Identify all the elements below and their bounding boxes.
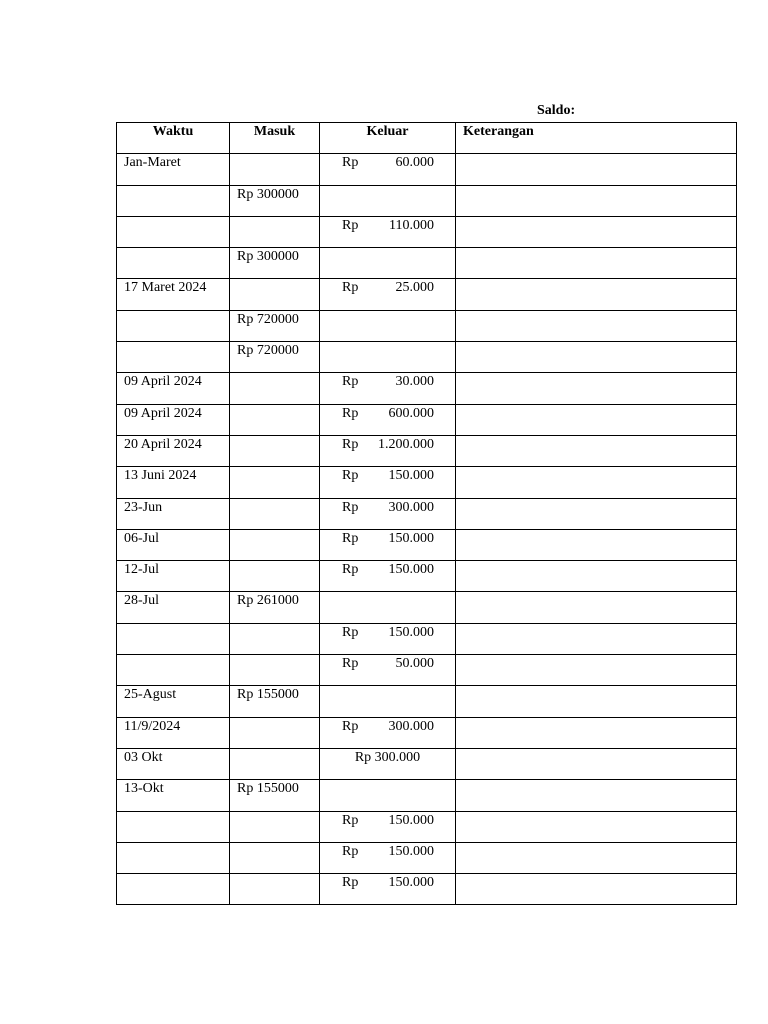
cell-masuk bbox=[230, 435, 320, 466]
cell-keterangan bbox=[456, 748, 737, 779]
cell-keterangan bbox=[456, 780, 737, 811]
cell-keterangan bbox=[456, 811, 737, 842]
cell-keterangan bbox=[456, 717, 737, 748]
cell-masuk bbox=[230, 561, 320, 592]
cell-waktu: 25-Agust bbox=[117, 686, 230, 717]
keluar-value: 150.000 bbox=[388, 530, 434, 546]
cell-keterangan bbox=[456, 342, 737, 373]
cell-keluar bbox=[320, 655, 456, 686]
cell-masuk bbox=[230, 529, 320, 560]
cell-masuk: Rp 155000 bbox=[230, 780, 320, 811]
cell-keluar bbox=[320, 811, 456, 842]
cell-keluar bbox=[320, 435, 456, 466]
cell-masuk bbox=[230, 279, 320, 310]
cell-keterangan bbox=[456, 185, 737, 216]
cell-waktu: 13 Juni 2024 bbox=[117, 467, 230, 498]
keluar-currency: Rp bbox=[342, 530, 359, 546]
table-row bbox=[117, 529, 737, 560]
keluar-amount bbox=[327, 656, 448, 672]
cell-waktu: 06-Jul bbox=[117, 529, 230, 560]
keluar-value: 110.000 bbox=[389, 217, 434, 233]
cell-keluar bbox=[320, 216, 456, 247]
cell-keterangan bbox=[456, 561, 737, 592]
cell-waktu: 09 April 2024 bbox=[117, 404, 230, 435]
header-masuk: Masuk bbox=[230, 123, 320, 154]
cell-waktu: Jan-Maret bbox=[117, 154, 230, 185]
cell-masuk bbox=[230, 498, 320, 529]
cell-masuk bbox=[230, 874, 320, 905]
cell-waktu bbox=[117, 655, 230, 686]
cell-keterangan bbox=[456, 498, 737, 529]
cell-masuk bbox=[230, 717, 320, 748]
cell-keluar bbox=[320, 686, 456, 717]
keluar-amount bbox=[327, 500, 448, 516]
cell-waktu: 17 Maret 2024 bbox=[117, 279, 230, 310]
keluar-amount bbox=[327, 813, 448, 829]
keluar-currency: Rp bbox=[342, 499, 359, 515]
cell-keterangan bbox=[456, 248, 737, 279]
header-keterangan: Keterangan bbox=[456, 123, 737, 154]
header-waktu: Waktu bbox=[117, 123, 230, 154]
cell-masuk bbox=[230, 811, 320, 842]
keluar-amount: Rp 300.000 bbox=[354, 749, 421, 765]
cell-masuk bbox=[230, 154, 320, 185]
cell-waktu bbox=[117, 310, 230, 341]
cell-keluar bbox=[320, 248, 456, 279]
cell-waktu: 03 Okt bbox=[117, 748, 230, 779]
cell-masuk: Rp 720000 bbox=[230, 310, 320, 341]
keluar-currency: Rp bbox=[342, 436, 359, 452]
cell-keterangan bbox=[456, 686, 737, 717]
cell-masuk: Rp 720000 bbox=[230, 342, 320, 373]
cell-waktu bbox=[117, 623, 230, 654]
cell-masuk: Rp 261000 bbox=[230, 592, 320, 623]
keluar-value: 600.000 bbox=[388, 405, 434, 421]
cell-waktu bbox=[117, 811, 230, 842]
cell-keluar bbox=[320, 780, 456, 811]
cell-masuk bbox=[230, 216, 320, 247]
keluar-value: 150.000 bbox=[388, 812, 434, 828]
cell-keterangan bbox=[456, 404, 737, 435]
keluar-amount bbox=[327, 875, 448, 891]
table-row bbox=[117, 373, 737, 404]
keluar-amount bbox=[327, 374, 448, 390]
cell-keluar bbox=[320, 592, 456, 623]
keluar-value: 150.000 bbox=[388, 562, 434, 578]
cell-masuk: Rp 155000 bbox=[230, 686, 320, 717]
cell-keterangan bbox=[456, 655, 737, 686]
cell-waktu bbox=[117, 342, 230, 373]
keluar-amount bbox=[327, 719, 448, 735]
keluar-currency: Rp bbox=[342, 374, 359, 390]
cell-keluar bbox=[320, 498, 456, 529]
cell-keluar bbox=[320, 279, 456, 310]
cell-keluar bbox=[320, 874, 456, 905]
cell-keterangan bbox=[456, 467, 737, 498]
cell-masuk bbox=[230, 748, 320, 779]
keluar-amount bbox=[327, 155, 448, 171]
ledger-table bbox=[116, 122, 737, 905]
table-row bbox=[117, 216, 737, 247]
cell-masuk: Rp 300000 bbox=[230, 248, 320, 279]
cell-keterangan bbox=[456, 874, 737, 905]
cell-keluar bbox=[320, 373, 456, 404]
saldo-label: Saldo: bbox=[537, 103, 576, 118]
keluar-amount bbox=[327, 468, 448, 484]
table-row bbox=[117, 248, 737, 279]
keluar-currency: Rp bbox=[342, 405, 359, 421]
cell-keluar bbox=[320, 748, 456, 779]
keluar-value: 50.000 bbox=[395, 656, 434, 672]
cell-waktu: 28-Jul bbox=[117, 592, 230, 623]
keluar-value: 150.000 bbox=[388, 875, 434, 891]
cell-keterangan bbox=[456, 592, 737, 623]
cell-waktu bbox=[117, 874, 230, 905]
cell-keterangan bbox=[456, 373, 737, 404]
cell-waktu bbox=[117, 216, 230, 247]
cell-waktu bbox=[117, 185, 230, 216]
cell-waktu bbox=[117, 842, 230, 873]
header-keluar: Keluar bbox=[320, 123, 456, 154]
cell-keluar bbox=[320, 623, 456, 654]
keluar-currency: Rp bbox=[342, 217, 359, 233]
cell-masuk: Rp 300000 bbox=[230, 185, 320, 216]
cell-keluar bbox=[320, 404, 456, 435]
table-row bbox=[117, 623, 737, 654]
keluar-value: 300.000 bbox=[388, 499, 434, 515]
cell-keluar bbox=[320, 529, 456, 560]
keluar-currency: Rp bbox=[342, 843, 359, 859]
table-row bbox=[117, 342, 737, 373]
cell-keterangan bbox=[456, 435, 737, 466]
cell-waktu: 23-Jun bbox=[117, 498, 230, 529]
cell-keterangan bbox=[456, 529, 737, 560]
cell-keluar bbox=[320, 842, 456, 873]
cell-keluar bbox=[320, 561, 456, 592]
table-row bbox=[117, 592, 737, 623]
cell-masuk bbox=[230, 467, 320, 498]
keluar-amount bbox=[327, 280, 448, 296]
cell-keluar bbox=[320, 185, 456, 216]
cell-masuk bbox=[230, 623, 320, 654]
cell-masuk bbox=[230, 655, 320, 686]
cell-waktu: 09 April 2024 bbox=[117, 373, 230, 404]
cell-waktu: 20 April 2024 bbox=[117, 435, 230, 466]
cell-waktu: 13-Okt bbox=[117, 780, 230, 811]
cell-masuk bbox=[230, 373, 320, 404]
keluar-amount bbox=[327, 218, 448, 234]
cell-keluar bbox=[320, 467, 456, 498]
cell-keluar bbox=[320, 717, 456, 748]
cell-keluar bbox=[320, 342, 456, 373]
keluar-currency: Rp bbox=[342, 468, 359, 484]
table-row bbox=[117, 404, 737, 435]
table-row bbox=[117, 811, 737, 842]
table-row bbox=[117, 561, 737, 592]
keluar-amount bbox=[327, 406, 448, 422]
keluar-value: 150.000 bbox=[388, 624, 434, 640]
keluar-value: 60.000 bbox=[395, 155, 434, 171]
cell-waktu: 11/9/2024 bbox=[117, 717, 230, 748]
cell-masuk bbox=[230, 842, 320, 873]
table-row bbox=[117, 279, 737, 310]
keluar-amount bbox=[327, 844, 448, 860]
table-row bbox=[117, 874, 737, 905]
keluar-value: 1.200.000 bbox=[378, 436, 434, 452]
keluar-currency: Rp bbox=[342, 812, 359, 828]
table-row bbox=[117, 498, 737, 529]
cell-keluar bbox=[320, 154, 456, 185]
cell-keterangan bbox=[456, 623, 737, 654]
cell-keterangan bbox=[456, 310, 737, 341]
cell-keterangan bbox=[456, 154, 737, 185]
table-row bbox=[117, 717, 737, 748]
keluar-currency: Rp bbox=[342, 875, 359, 891]
table-row bbox=[117, 748, 737, 779]
keluar-currency: Rp bbox=[342, 656, 359, 672]
table-row bbox=[117, 780, 737, 811]
keluar-value: 150.000 bbox=[388, 468, 434, 484]
keluar-value: 300.000 bbox=[388, 718, 434, 734]
keluar-currency: Rp bbox=[342, 718, 359, 734]
cell-keluar bbox=[320, 310, 456, 341]
keluar-currency: Rp bbox=[342, 624, 359, 640]
keluar-amount bbox=[327, 562, 448, 578]
table-row bbox=[117, 154, 737, 185]
table-row bbox=[117, 310, 737, 341]
table-row bbox=[117, 686, 737, 717]
cell-keterangan bbox=[456, 216, 737, 247]
keluar-currency: Rp bbox=[342, 562, 359, 578]
cell-waktu: 12-Jul bbox=[117, 561, 230, 592]
cell-masuk bbox=[230, 404, 320, 435]
table-row bbox=[117, 467, 737, 498]
keluar-currency: Rp bbox=[342, 280, 359, 296]
cell-keterangan bbox=[456, 842, 737, 873]
keluar-amount bbox=[327, 531, 448, 547]
keluar-amount bbox=[327, 437, 448, 453]
table-row bbox=[117, 655, 737, 686]
ledger-body bbox=[117, 154, 737, 905]
keluar-currency: Rp bbox=[342, 155, 359, 171]
keluar-amount bbox=[327, 625, 448, 641]
keluar-value: 25.000 bbox=[395, 280, 434, 296]
keluar-value: 150.000 bbox=[388, 843, 434, 859]
cell-waktu bbox=[117, 248, 230, 279]
keluar-value: 30.000 bbox=[395, 374, 434, 390]
header-row bbox=[117, 123, 737, 154]
table-row bbox=[117, 842, 737, 873]
table-row bbox=[117, 435, 737, 466]
cell-keterangan bbox=[456, 279, 737, 310]
table-row bbox=[117, 185, 737, 216]
